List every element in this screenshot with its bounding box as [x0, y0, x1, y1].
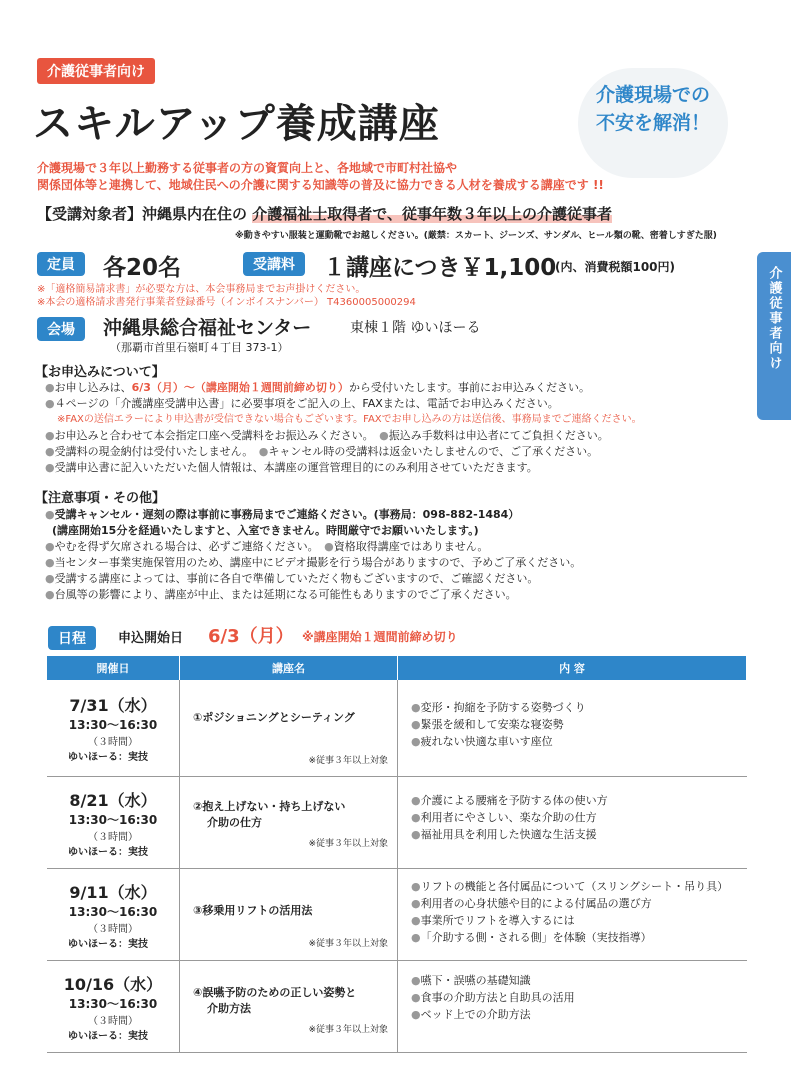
course-venue: ゆいほーる：実技 [68, 1030, 148, 1042]
start-label: 申込開始日 [118, 631, 184, 646]
apply-line1c: から受付いたします。事前にお申込みください。 [348, 381, 591, 394]
course-time: 13:30～16:30 [68, 996, 158, 1011]
content-cell [398, 776, 747, 868]
notes-line3: ●当センター事業実施保管用のため、講座中にビデオ撮影を行う場合がありますので、予めご了承ください。 [45, 556, 582, 569]
course-date: 9/11（水） [69, 882, 157, 902]
col-course-header: 講座名 [180, 656, 398, 680]
description-line2: 関係団体等と連携して、地域住民への介護に関する知識等の普及に協力できる人材を養成する講座です !! [37, 178, 604, 192]
course-duration: （３時間） [88, 737, 138, 748]
content-text: 変形・拘縮を予防する姿勢づくり [420, 701, 586, 714]
venue-address: （那覇市首里石嶺町４丁目 373-1） [110, 341, 289, 354]
course-note: ※従事３年以上対象 [308, 756, 388, 766]
notes-line2b: 資格取得講座ではありません。 [333, 540, 489, 553]
table-row [47, 960, 747, 1052]
content-text: リフトの機能と各付属品について（スリングシート・吊り具） [420, 879, 729, 893]
schedule-label: 日程 [48, 626, 96, 650]
date-cell [47, 680, 180, 776]
apply-line5: ●受講料の現金納付は受付いたしません。 ●キャンセル時の受講料は返金いたしませんので、ご了承ください。 [45, 445, 599, 458]
course-note: ※従事３年以上対象 [308, 938, 388, 949]
apply-line5b: キャンセル時の受講料は返金いたしませんので、ご了承ください。 [268, 445, 599, 458]
course-cell [180, 960, 398, 1052]
col-content-header: 内 容 [398, 656, 747, 680]
content-text: 利用者にやさしい、楽な介助の仕方 [420, 810, 597, 824]
content-text: 疲れない快適な車いす座位 [420, 735, 553, 748]
course-cell [180, 776, 398, 868]
notes-line2a: やむを得ず欠席される場合は、必ずご連絡ください。 [54, 540, 314, 553]
course-name-2 [211, 725, 396, 739]
course-name: ①ポジショニングとシーティング [193, 711, 355, 724]
apply-line5a: 受講料の現金納付は受付いたしません。 [54, 445, 248, 458]
notes-line3-text: 当センター事業実施保管用のため、講座中にビデオ撮影を行う場合がありますので、予めご了承ください。 [54, 556, 582, 569]
notes-line1b: (講座開始15分を経過いたしますと、入室できません。時間厳守でお願いいたします。) [52, 524, 479, 537]
content-line: ●嚥下・誤嚥の基礎知識 [411, 973, 531, 987]
course-note: ※従事３年以上対象 [308, 1024, 388, 1035]
apply-line6-text: 受講申込書に記入いただいた個人情報は、本講座の運営管理目的にのみ利用させていただきます。 [54, 461, 538, 474]
fee-label: 受講料 [243, 252, 305, 276]
course-name-2: 介助方法 [207, 1001, 251, 1015]
table-row [47, 680, 747, 776]
apply-line2: ●４ページの「介護講座受講申込書」に必要事項をご記入の上、FAXまたは、電話でお申込みください。 [45, 397, 559, 410]
apply-line6: ●受講申込書に記入いただいた個人情報は、本講座の運営管理目的にのみ利用させていただきます。 [45, 461, 538, 474]
venue-room: 東棟１階 ゆいほーる [350, 320, 481, 336]
date-cell [47, 776, 180, 868]
content-line: ●利用者の心身状態や目的による付属品の選び方 [411, 896, 652, 910]
content-line: ●事業所でリフトを導入するには [411, 913, 575, 927]
content-line: ●リフトの機能と各付属品について（スリングシート・吊り具） [411, 879, 729, 893]
apply-line1: ●お申し込みは、6/3（月）～（講座開始１週間前締め切り）から受付いたします。事前にお申込みください。 [45, 381, 591, 394]
content-line: ●介護による腰痛を予防する体の使い方 [411, 793, 608, 807]
apply-line4b: 振込み手数料は申込者にてご負担ください。 [388, 429, 609, 442]
course-duration: （３時間） [88, 1015, 138, 1027]
description-line1: 介護現場で３年以上勤務する従事者の方の資質向上と、各地域で市町村社協や [37, 161, 458, 175]
course-duration: （３時間） [88, 831, 138, 843]
course-name: ④誤嚥予防のための正しい姿勢と [193, 985, 357, 999]
content-line: ●ベッド上での介助方法 [411, 1007, 531, 1021]
content-line: ●「介助する側・される側」を体験（実技指導） [411, 930, 652, 944]
course-duration: （３時間） [88, 923, 138, 935]
side-tab-label: 介護従事者向け [766, 266, 782, 371]
date-cell [47, 960, 180, 1052]
table-row [47, 776, 747, 868]
col-date-header: 開催日 [47, 656, 180, 680]
course-time: 13:30～16:30 [68, 812, 158, 827]
side-tab [757, 252, 791, 420]
content-line: ●疲れない快適な車いす座位 [411, 735, 553, 748]
content-text: 「介助する側・される側」を体験（実技指導） [420, 930, 652, 944]
notes-line4-text: 受講する講座によっては、事前に各自で準備していただく物もございますので、ご確認ください。 [54, 572, 539, 585]
content-line: ●変形・拘縮を予防する姿勢づくり [411, 701, 586, 714]
tagline-line2: 不安を解消！ [595, 112, 710, 134]
notes-line1: ●受講キャンセル・遅刻の際は事前に事務局までご連絡ください。(事務局：098-882-1484） [45, 508, 520, 521]
content-line: ●福祉用具を利用した快適な生活支援 [411, 827, 597, 841]
target-line [37, 203, 612, 224]
content-text: 事業所でリフトを導入するには [420, 913, 575, 927]
notes-line5: ●台風等の影響により、講座が中止、または延期になる可能性もありますのでご了承ください。 [45, 588, 517, 601]
content-text: ベッド上での介助方法 [420, 1007, 531, 1021]
content-line: ●食事の介助方法と自助具の活用 [411, 990, 575, 1004]
audience-tag: 介護従事者向け [37, 58, 155, 84]
course-time: 13:30～16:30 [68, 718, 158, 732]
content-text: 介護による腰痛を予防する体の使い方 [420, 793, 608, 807]
course-note: ※従事３年以上対象 [308, 838, 388, 849]
notes-line2: ●やむを得ず欠席される場合は、必ずご連絡ください。 ●資格取得講座ではありません。 [45, 540, 489, 553]
course-date: 7/31（水） [69, 696, 157, 715]
apply-line1a: お申し込みは、 [54, 381, 132, 394]
course-name: ③移乗用リフトの活用法 [193, 903, 313, 917]
invoice-note2: ※本会の適格請求書発行事業者登録番号（インボイスナンバー） T4360005000294 [37, 297, 416, 308]
content-text: 福祉用具を利用した快適な生活支援 [420, 827, 597, 841]
notes-heading: 【注意事項・その他】 [35, 491, 166, 506]
content-text: 嚥下・誤嚥の基礎知識 [420, 973, 531, 987]
content-cell [398, 960, 747, 1052]
course-venue: ゆいほーる：実技 [68, 938, 148, 950]
dress-note: ※動きやすい服装と運動靴でお越しください。(厳禁：スカート、ジーンズ、サンダル、ヒール類の靴、密着しすぎた服) [235, 231, 717, 241]
course-name: ②抱え上げない・持ち上げない [193, 799, 346, 813]
start-date: 6/3（月） [208, 626, 294, 647]
notes-line1-text: 受講キャンセル・遅刻の際は事前に事務局までご連絡ください。(事務局：098-882-1484） [54, 508, 520, 521]
course-venue: ゆいほーる：実技 [68, 752, 148, 763]
content-cell [398, 680, 747, 776]
capacity-label: 定員 [37, 252, 85, 276]
table-row [47, 868, 747, 960]
fee-tax: (内、消費税額100円) [555, 260, 676, 274]
content-text: 利用者の心身状態や目的による付属品の選び方 [420, 896, 652, 910]
target-highlight: 介護福祉士取得者で、従事年数３年以上の介護従事者 [252, 205, 612, 223]
apply-line4: ●お申込みと合わせて本会指定口座へ受講料をお振込みください。 ●振込み手数料は申込者にてご負担ください。 [45, 429, 609, 442]
target-label: 【受講対象者】 [37, 205, 143, 223]
target-pre: 沖縄県内在住の [142, 205, 248, 223]
apply-period: 6/3（月）～（講座開始１週間前締め切り） [131, 381, 349, 394]
venue-label: 会場 [37, 317, 85, 341]
capacity-value: 各20名 [103, 255, 182, 281]
content-cell [398, 868, 747, 960]
course-time: 13:30～16:30 [68, 904, 158, 919]
deadline-note: ※講座開始１週間前締め切り [302, 630, 458, 644]
content-text: 食事の介助方法と自助具の活用 [420, 990, 575, 1004]
notes-line5-text: 台風等の影響により、講座が中止、または延期になる可能性もありますのでご了承ください。 [54, 588, 517, 601]
course-date: 8/21（水） [69, 790, 157, 810]
apply-line2-text: ４ページの「介護講座受講申込書」に必要事項をご記入の上、FAXまたは、電話でお申込みください。 [54, 397, 559, 410]
course-cell [180, 868, 398, 960]
tagline-line1: 介護現場での [595, 84, 710, 106]
invoice-note1: ※「適格簡易請求書」が必要な方は、本会事務局までお声掛けください。 [37, 284, 366, 295]
page-title: スキルアップ養成講座 [33, 101, 440, 147]
content-line: ●利用者にやさしい、楽な介助の仕方 [411, 810, 597, 824]
notes-line4: ●受講する講座によっては、事前に各自で準備していただく物もございますので、ご確認ください。 [45, 572, 539, 585]
course-venue: ゆいほーる：実技 [68, 846, 148, 858]
apply-line4a: お申込みと合わせて本会指定口座へ受講料をお振込みください。 [54, 429, 369, 442]
content-text: 緊張を緩和して安楽な寝姿勢 [420, 718, 564, 731]
course-name-2: 介助の仕方 [207, 815, 262, 829]
apply-fax-note: ※FAXの送信エラーにより申込書が受信できない場合もございます。FAXでお申し込みの方は送信後、事務局までご連絡ください。 [57, 414, 642, 425]
content-line: ●緊張を緩和して安楽な寝姿勢 [411, 718, 564, 731]
schedule-table [47, 656, 747, 1053]
venue-name: 沖縄県総合福祉センター [103, 317, 312, 339]
date-cell [47, 868, 180, 960]
course-cell [180, 680, 398, 776]
course-date: 10/16（水） [63, 974, 163, 994]
fee-value: １講座につき￥1,100 [323, 255, 557, 281]
apply-heading: 【お申込みについて】 [35, 365, 165, 380]
